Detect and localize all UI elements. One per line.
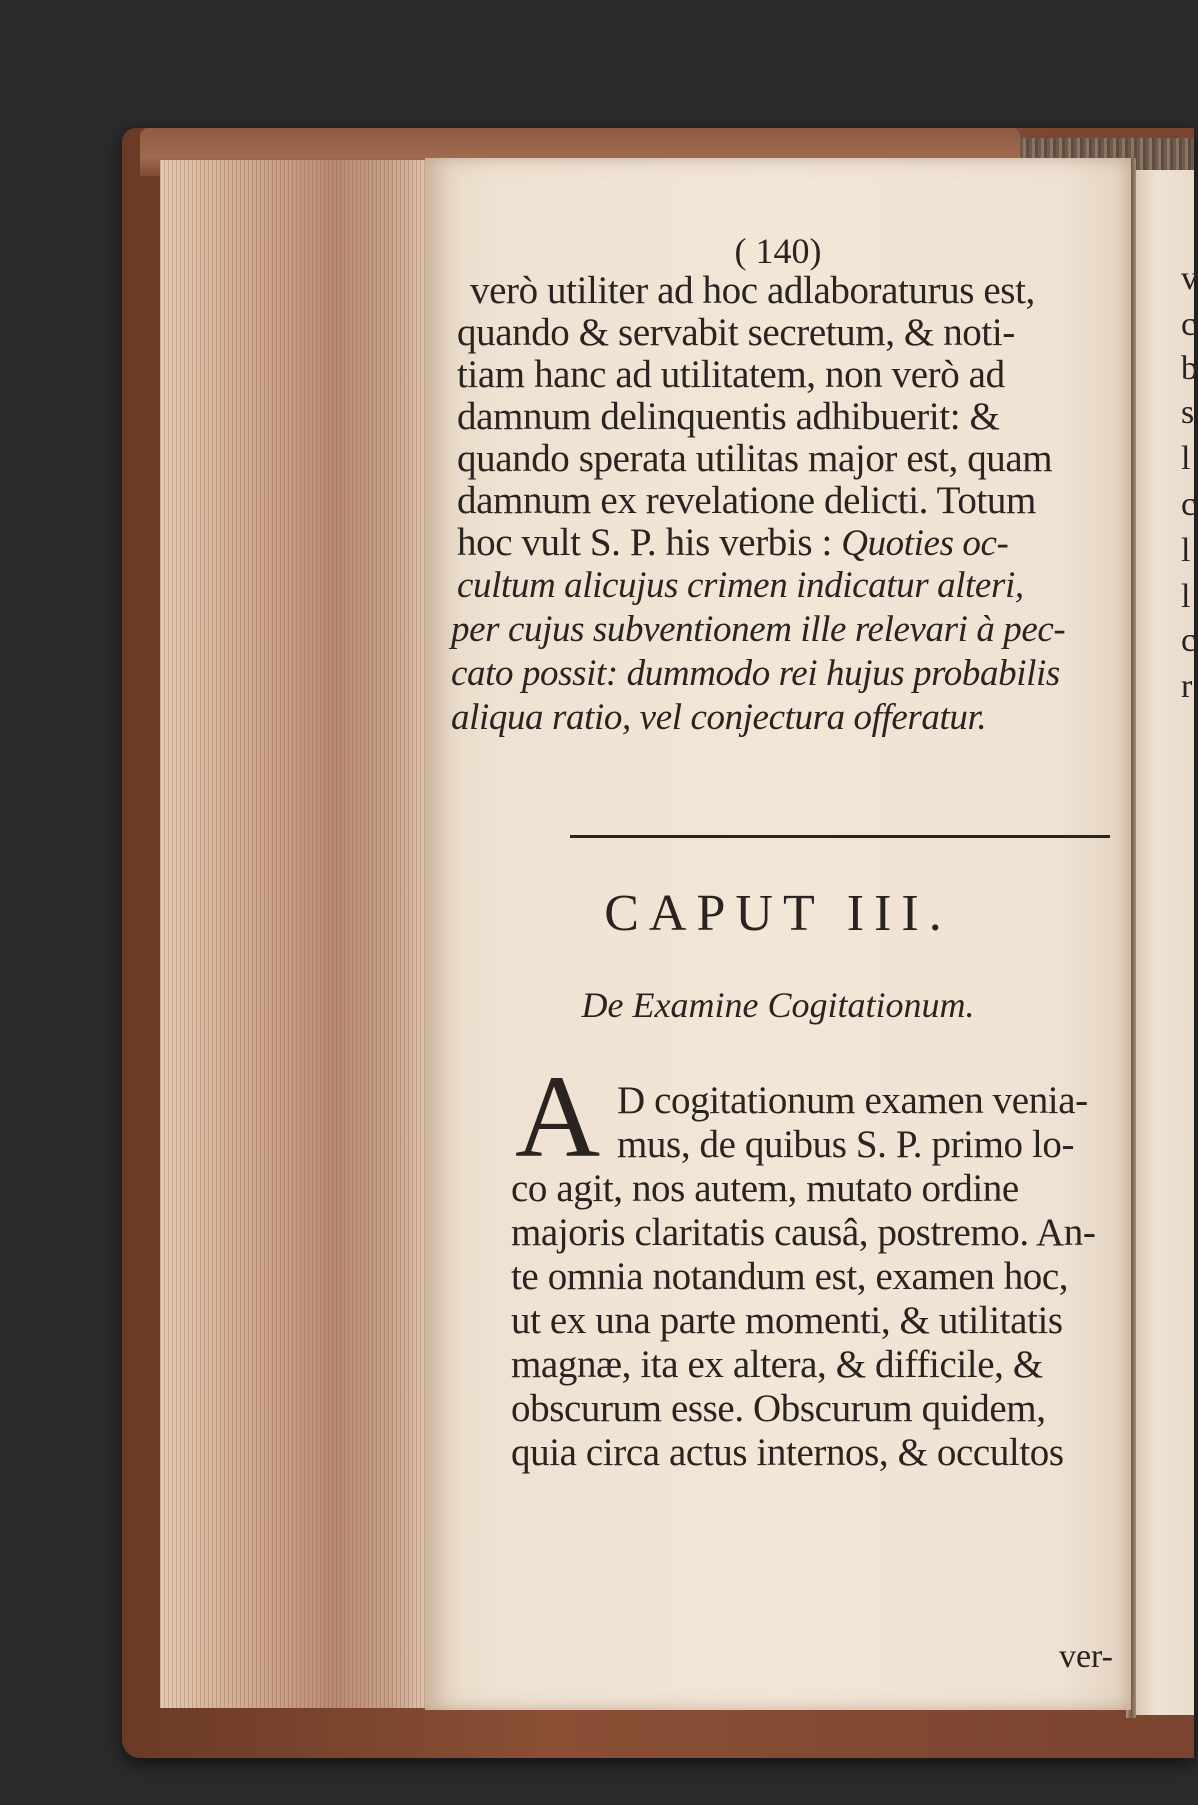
text-line — [457, 520, 1008, 565]
facing-page-letter: l — [1181, 440, 1191, 477]
page-block-edges — [160, 160, 430, 1708]
facing-page-letter: l — [1181, 578, 1191, 615]
text-line: obscurum esse. Obscurum quidem, — [511, 1387, 1046, 1430]
text-line-roman: hoc vult S. P. his verbis : — [457, 521, 832, 564]
text-line: te omnia notandum est, examen hoc, — [511, 1255, 1069, 1298]
text-line: tiam hanc ad utilitatem, non verò ad — [457, 353, 1005, 396]
facing-page-edge — [1133, 170, 1198, 1715]
text-line: majoris claritatis causâ, postremo. An- — [511, 1211, 1096, 1254]
facing-page-letter: c — [1181, 306, 1197, 343]
italic-line: cato possit: dummodo rei hujus probabilis — [451, 653, 1060, 694]
text-line: mus, de quibus S. P. primo lo- — [617, 1123, 1075, 1166]
page-number: ( 140) — [734, 231, 822, 271]
italic-line: cultum alicujus crimen indicatur alteri, — [457, 565, 1024, 606]
text-line: damnum ex revelatione delicti. Totum — [457, 479, 1036, 522]
text-line-italic: Quoties oc- — [841, 523, 1009, 564]
text-line: verò utiliter ad hoc adlaboraturus est, — [470, 269, 1035, 312]
text-line: D cogitationum examen venia- — [617, 1079, 1088, 1122]
text-line: magnæ, ita ex altera, & difficile, & — [511, 1343, 1043, 1386]
facing-page-letter: l — [1181, 532, 1191, 569]
book-page — [425, 158, 1131, 1710]
section-divider — [570, 835, 1110, 838]
drop-cap: A — [515, 1051, 601, 1182]
italic-line: per cujus subventionem ille relevari à pec- — [451, 609, 1066, 650]
facing-page-letter: r — [1181, 668, 1193, 705]
chapter-title: CAPUT III. — [604, 885, 952, 942]
catchword: ver- — [1058, 1638, 1113, 1675]
text-line: damnum delinquentis adhibuerit: & — [457, 395, 1000, 438]
facing-page-letter: b — [1181, 350, 1198, 387]
chapter-subtitle: De Examine Cogitationum. — [581, 985, 975, 1025]
facing-page-letter: v — [1181, 260, 1198, 297]
text-line: co agit, nos autem, mutato ordine — [511, 1167, 1019, 1210]
text-line: ut ex una parte momenti, & utilitatis — [511, 1299, 1063, 1342]
facing-page-letter: c — [1181, 622, 1197, 659]
text-line: quando sperata utilitas major est, quam — [457, 437, 1053, 480]
facing-page-letter: c — [1181, 486, 1197, 523]
text-line: quia circa actus internos, & occultos — [511, 1431, 1064, 1474]
italic-line: aliqua ratio, vel conjectura offeratur. — [451, 697, 987, 738]
facing-page-letter: s — [1181, 394, 1195, 431]
text-line: quando & servabit secretum, & noti- — [457, 311, 1015, 354]
